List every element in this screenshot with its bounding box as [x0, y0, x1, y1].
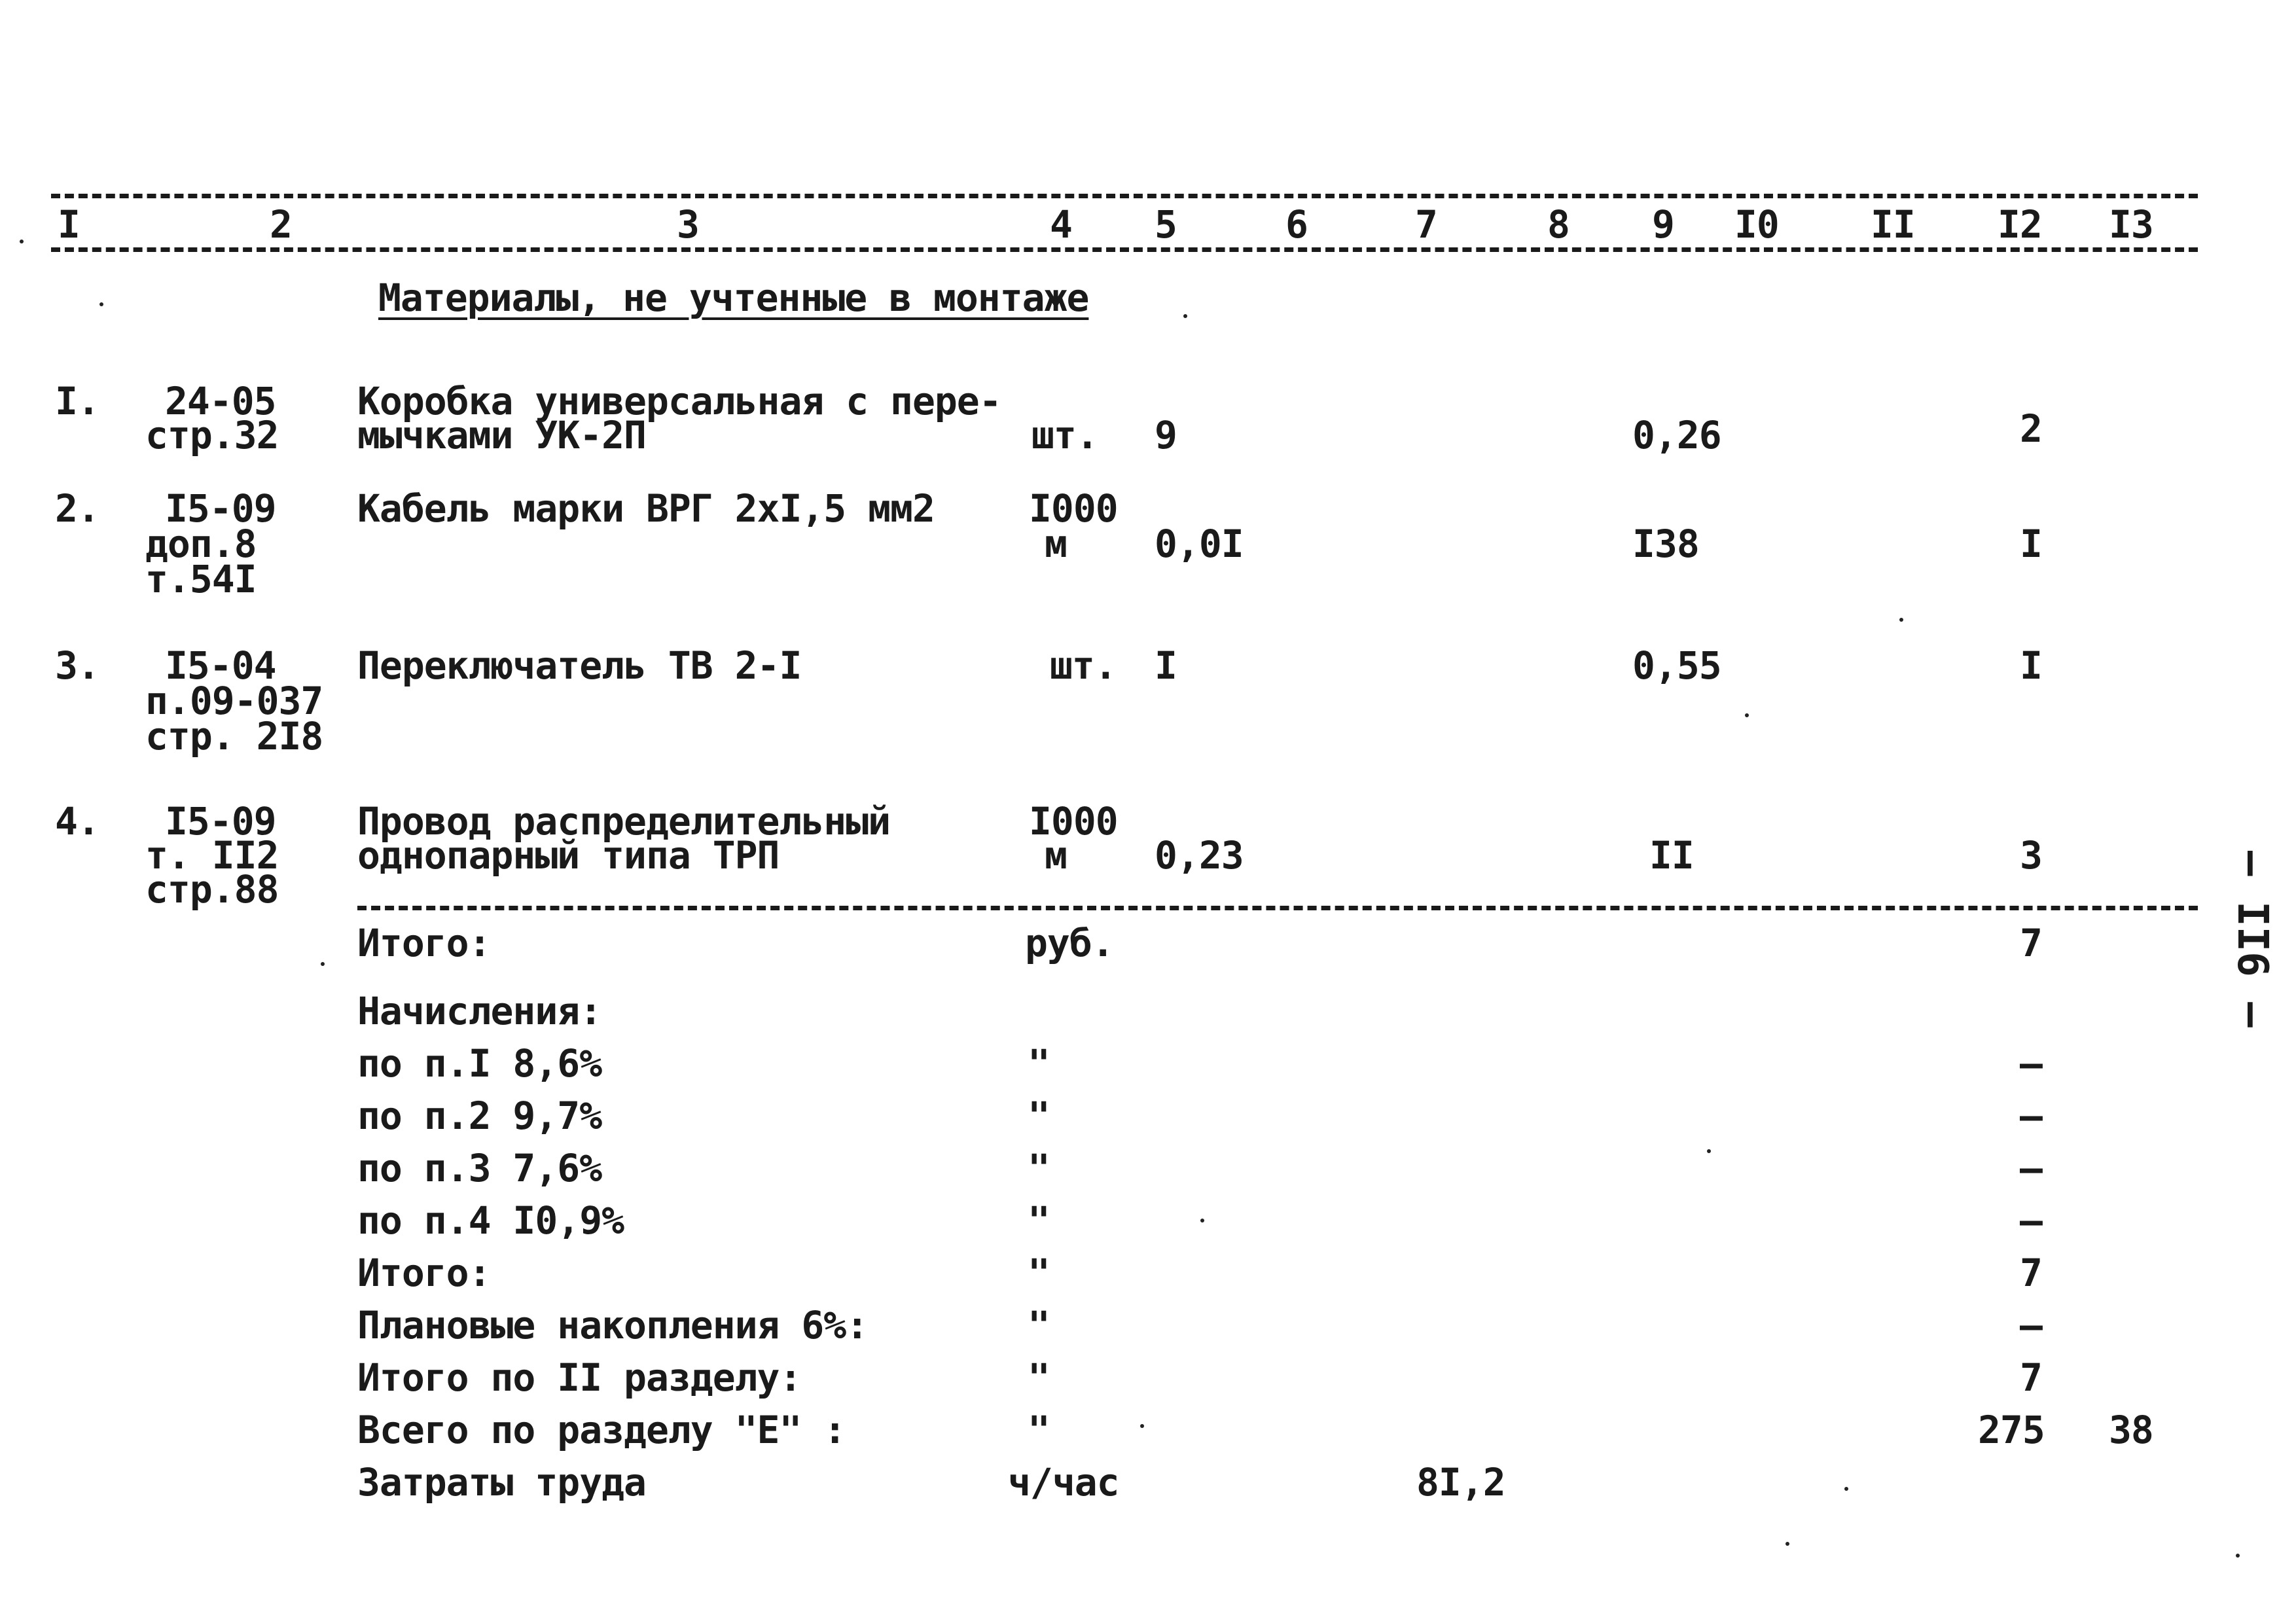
row-1-qty: 9: [1155, 413, 1177, 457]
row-1-ref-line-1: 24-05: [165, 379, 276, 423]
col-header-5: 5: [1155, 202, 1177, 247]
scan-speck: [1785, 1542, 1789, 1546]
scan-speck: [20, 240, 24, 243]
row-3-price: 0,55: [1632, 643, 1721, 688]
row-4-total: 3: [2020, 833, 2042, 878]
row-3-ref-line-3: стр. 2I8: [145, 714, 323, 758]
summary-charge-2-value: –: [2020, 1094, 2042, 1138]
summary-charge-4-value: –: [2020, 1198, 2042, 1243]
scan-speck: [1745, 713, 1749, 717]
summary-grand-total-value-13: 38: [2109, 1408, 2153, 1452]
summary-section2-total-label: Итого по II разделу:: [357, 1355, 802, 1400]
row-1-ref-line-2: стр.32: [145, 413, 279, 457]
row-4-ref-line-3: стр.88: [145, 867, 279, 912]
row-4-unit-line-1: I000: [1029, 799, 1118, 844]
row-2-unit-line-2: м: [1045, 522, 1067, 566]
col-header-2: 2: [270, 202, 292, 247]
summary-charge-3-value: –: [2020, 1146, 2042, 1190]
col-header-6: 6: [1285, 202, 1308, 247]
summary-charge-2-label: по п.2 9,7%: [357, 1094, 602, 1138]
col-header-7: 7: [1415, 202, 1437, 247]
row-1-unit: шт.: [1031, 413, 1098, 457]
row-4-name-line-1: Провод распределительный: [357, 799, 891, 844]
row-3-unit: шт.: [1050, 643, 1117, 688]
summary-subtotal-label: Итого:: [357, 921, 491, 965]
row-2-qty: 0,0I: [1155, 522, 1244, 566]
summary-labor-value: 8I,2: [1416, 1460, 1505, 1505]
summary-section2-total-value: 7: [2020, 1355, 2042, 1400]
summary-charge-3-label: по п.3 7,6%: [357, 1146, 602, 1190]
row-4-qty: 0,23: [1155, 833, 1244, 878]
summary-grand-total-unit: ": [1028, 1408, 1050, 1452]
scan-speck: [1140, 1424, 1144, 1428]
summary-charge-1-value: –: [2020, 1041, 2042, 1086]
row-4-price: II: [1649, 833, 1694, 878]
summary-labor-unit: ч/час: [1008, 1460, 1119, 1505]
summary-total-unit: ": [1028, 1251, 1050, 1295]
scan-speck: [1183, 314, 1187, 318]
scan-speck: [321, 962, 325, 966]
summary-charge-4-unit: ": [1028, 1198, 1050, 1243]
summary-charges-label: Начисления:: [357, 989, 602, 1033]
page-number: – II6 –: [2228, 851, 2276, 1027]
scan-speck: [1844, 1487, 1848, 1491]
summary-section2-total-unit: ": [1028, 1355, 1050, 1400]
row-4-ref-line-2: т. II2: [145, 833, 279, 878]
row-3-number: 3.: [55, 643, 99, 688]
summary-planned-label: Плановые накопления 6%:: [357, 1303, 869, 1347]
col-header-12: I2: [1998, 202, 2042, 247]
row-2-total: I: [2020, 522, 2042, 566]
col-header-8: 8: [1547, 202, 1570, 247]
row-4-name-line-2: однопарный типа ТРП: [357, 833, 780, 878]
row-3-ref-line-2: п.09-037: [145, 679, 323, 723]
row-2-ref-line-3: т.54I: [145, 557, 257, 601]
row-2-ref-line-2: доп.8: [145, 522, 257, 566]
summary-total-label: Итого:: [357, 1251, 491, 1295]
col-header-9: 9: [1652, 202, 1674, 247]
row-2-name: Кабель марки ВРГ 2хI,5 мм2: [357, 486, 935, 531]
summary-total-value: 7: [2020, 1251, 2042, 1295]
col-header-1: I: [58, 202, 80, 247]
summary-charge-3-unit: ": [1028, 1146, 1050, 1190]
row-3-ref-line-1: I5-04: [165, 643, 276, 688]
summary-grand-total-label: Всего по разделу "Е" :: [357, 1408, 846, 1452]
scan-speck: [1707, 1149, 1711, 1153]
scan-speck: [2236, 1554, 2240, 1558]
summary-labor-label: Затраты труда: [357, 1460, 646, 1505]
col-header-4: 4: [1050, 202, 1072, 247]
scan-speck: [1899, 618, 1903, 622]
row-2-number: 2.: [55, 486, 99, 531]
row-1-number: I.: [55, 379, 99, 423]
row-2-price: I38: [1632, 522, 1699, 566]
row-1-total: 2: [2020, 406, 2042, 451]
summary-charge-1-unit: ": [1028, 1041, 1050, 1086]
summary-grand-total-value-12: 275: [1978, 1408, 2045, 1452]
summary-charge-1-label: по п.I 8,6%: [357, 1041, 602, 1086]
col-header-11: II: [1871, 202, 1915, 247]
summary-charge-2-unit: ": [1028, 1094, 1050, 1138]
summary-subtotal-value: 7: [2020, 921, 2042, 965]
header-bottom-rule: [51, 247, 2198, 252]
col-header-3: 3: [677, 202, 699, 247]
section-title: Материалы, не учтенные в монтаже: [378, 276, 1089, 320]
header-top-rule: [51, 194, 2198, 198]
col-header-10: I0: [1734, 202, 1779, 247]
col-header-13: I3: [2109, 202, 2153, 247]
row-4-unit-line-2: м: [1045, 833, 1067, 878]
row-1-price: 0,26: [1632, 413, 1721, 457]
summary-planned-value: –: [2020, 1303, 2042, 1347]
scan-speck: [99, 302, 103, 306]
row-3-qty: I: [1155, 643, 1177, 688]
row-1-name-line-2: мычками УК-2П: [357, 413, 646, 457]
row-3-name: Переключатель ТВ 2-I: [357, 643, 802, 688]
row-2-ref-line-1: I5-09: [165, 486, 276, 531]
row-4-ref-line-1: I5-09: [165, 799, 276, 844]
totals-separator-rule: [357, 906, 2198, 910]
summary-subtotal-unit: руб.: [1025, 921, 1114, 965]
summary-planned-unit: ": [1028, 1303, 1050, 1347]
row-2-unit-line-1: I000: [1029, 486, 1118, 531]
row-4-number: 4.: [55, 799, 99, 844]
summary-charge-4-label: по п.4 I0,9%: [357, 1198, 624, 1243]
row-3-total: I: [2020, 643, 2042, 688]
scan-speck: [1200, 1219, 1204, 1222]
row-1-name-line-1: Коробка универсальная с пере-: [357, 379, 1001, 423]
